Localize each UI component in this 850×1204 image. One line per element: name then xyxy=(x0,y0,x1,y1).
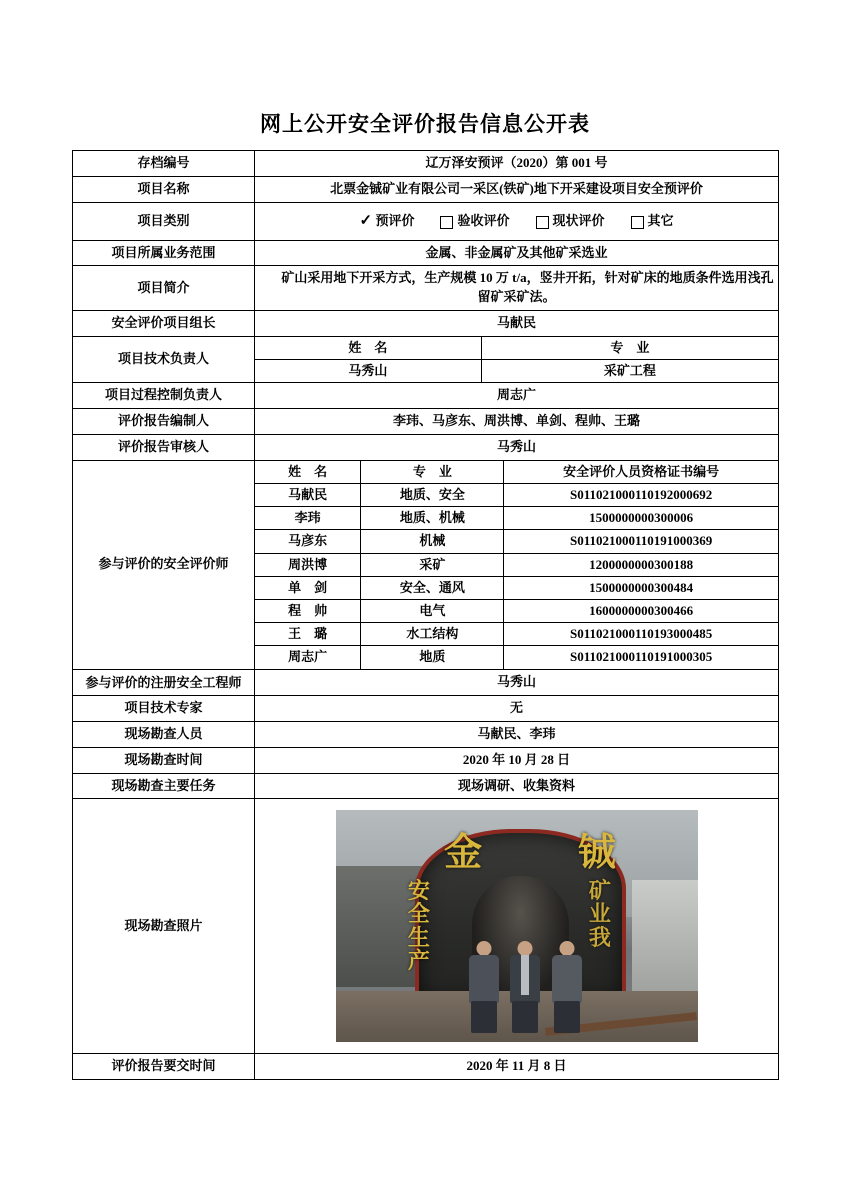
value-doc-no: 辽万泽安预评（2020）第 001 号 xyxy=(255,151,779,177)
table-row-business-scope xyxy=(73,240,779,266)
label-process-control: 项目过程控制负责人 xyxy=(73,383,255,409)
checkbox-current-status-assessment[interactable] xyxy=(536,212,605,231)
table-row-project-name xyxy=(73,176,779,202)
cell-assessor-cert: 1500000000300006 xyxy=(504,507,778,530)
person-head xyxy=(518,941,533,956)
cell-assessor-major: 地质、安全 xyxy=(361,484,504,507)
value-registered-engineer: 马秀山 xyxy=(255,669,779,696)
label-survey-staff: 现场勘查人员 xyxy=(73,721,255,747)
table-row-group-leader xyxy=(73,311,779,337)
person-head xyxy=(476,941,491,956)
photo-sign-char-1: 金 xyxy=(444,829,483,875)
table-row-survey-task xyxy=(73,773,779,799)
person-legs xyxy=(512,1001,538,1033)
label-project-name: 项目名称 xyxy=(73,176,255,202)
cell-assessor-major: 水工结构 xyxy=(361,623,504,646)
cell-assessor-name: 王 璐 xyxy=(255,623,361,646)
header-name: 姓 名 xyxy=(255,337,481,360)
table-row-registered-engineer xyxy=(73,669,779,696)
table-row-process-control xyxy=(73,383,779,409)
empty-checkbox-icon xyxy=(440,216,453,229)
table-row xyxy=(255,507,778,530)
table-row-survey-time xyxy=(73,747,779,773)
label-business-scope: 项目所属业务范围 xyxy=(73,240,255,266)
header-assessor-major: 专 业 xyxy=(361,461,504,484)
value-business-scope: 金属、非金属矿及其他矿采选业 xyxy=(255,240,779,266)
cell-assessor-cert: S011021000110192000692 xyxy=(504,484,778,507)
header-assessor-name: 姓 名 xyxy=(255,461,361,484)
value-submit-time: 2020 年 11 月 8 日 xyxy=(255,1054,779,1080)
label-intro: 项目简介 xyxy=(73,266,255,311)
person-legs xyxy=(554,1001,580,1033)
photo-building-right xyxy=(632,880,697,996)
value-survey-staff: 马献民、李玮 xyxy=(255,721,779,747)
label-assessors: 参与评价的安全评价师 xyxy=(73,460,255,669)
label-registered-engineer: 参与评价的注册安全工程师 xyxy=(73,669,255,696)
person-head xyxy=(560,941,575,956)
label-survey-photo: 现场勘查照片 xyxy=(73,799,255,1054)
cell-assessor-major: 机械 xyxy=(361,530,504,553)
table-row xyxy=(255,461,778,484)
label-report-writers: 评价报告编制人 xyxy=(73,409,255,435)
cell-assessor-cert: S011021000110193000485 xyxy=(504,623,778,646)
table-row xyxy=(255,337,778,360)
label-tech-lead: 项目技术负责人 xyxy=(73,336,255,382)
value-process-control: 周志广 xyxy=(255,383,779,409)
table-row xyxy=(255,646,778,669)
assessors-table xyxy=(255,461,778,669)
value-intro: 矿山采用地下开采方式，生产规模 10 万 t/a，竖井开拓，针对矿床的地质条件选用浅孔留矿采矿法。 xyxy=(255,266,779,311)
header-major: 专 业 xyxy=(481,337,778,360)
cell-name: 马秀山 xyxy=(255,360,481,383)
table-row xyxy=(255,530,778,553)
cell-assessor-cert: 1200000000300188 xyxy=(504,553,778,576)
checkbox-other[interactable] xyxy=(631,212,674,231)
label-survey-time: 现场勘查时间 xyxy=(73,747,255,773)
cell-assessor-name: 单 剑 xyxy=(255,576,361,599)
value-tech-lead xyxy=(255,336,779,382)
photo-person-left xyxy=(466,941,502,1033)
table-row xyxy=(255,360,778,383)
value-survey-time: 2020 年 10 月 28 日 xyxy=(255,747,779,773)
label-tech-expert: 项目技术专家 xyxy=(73,696,255,722)
cell-assessor-major: 安全、通风 xyxy=(361,576,504,599)
table-row-intro xyxy=(73,266,779,311)
table-row xyxy=(255,484,778,507)
cell-assessor-cert: S011021000110191000305 xyxy=(570,649,713,665)
empty-checkbox-icon xyxy=(536,216,549,229)
photo-person-middle xyxy=(507,941,543,1033)
cell-assessor-major: 地质、机械 xyxy=(361,507,504,530)
table-row-survey-staff xyxy=(73,721,779,747)
cell-assessor-cert: S011021000110191000369 xyxy=(504,530,778,553)
table-row xyxy=(255,623,778,646)
cell-assessor-major: 地质 xyxy=(361,646,504,669)
photo-sign-char-2: 铖 xyxy=(578,829,617,875)
table-row-doc-no xyxy=(73,151,779,177)
value-assessors xyxy=(255,460,779,669)
checkbox-acceptance-assessment[interactable] xyxy=(440,212,509,231)
table-row xyxy=(255,599,778,622)
cell-assessor-cert: 1600000000300466 xyxy=(504,599,778,622)
information-disclosure-table xyxy=(72,150,779,1080)
label-group-leader: 安全评价项目组长 xyxy=(73,311,255,337)
label-submit-time: 评价报告要交时间 xyxy=(73,1054,255,1080)
table-row-submit-time xyxy=(73,1054,779,1080)
value-report-reviewer: 马秀山 xyxy=(255,434,779,460)
empty-checkbox-icon xyxy=(631,216,644,229)
page-title: 网上公开安全评价报告信息公开表 xyxy=(260,112,590,136)
person-body xyxy=(552,955,582,1003)
person-body xyxy=(469,955,499,1003)
checkbox-label-acceptance-assessment: 验收评价 xyxy=(457,212,510,228)
project-type-checkbox-group xyxy=(259,212,774,231)
label-report-reviewer: 评价报告审核人 xyxy=(73,434,255,460)
photo-banner-right: 矿 业 我 xyxy=(588,877,611,951)
table-row xyxy=(255,576,778,599)
cell-assessor-name: 马彦东 xyxy=(255,530,361,553)
label-survey-task: 现场勘查主要任务 xyxy=(73,773,255,799)
value-survey-photo xyxy=(255,799,779,1054)
table-row-tech-expert xyxy=(73,696,779,722)
cell-assessor-name: 周洪博 xyxy=(255,553,361,576)
checkmark-icon: ✓ xyxy=(359,212,373,229)
cell-major: 采矿工程 xyxy=(603,363,656,379)
table-row-report-writers xyxy=(73,409,779,435)
checkbox-label-pre-assessment: 预评价 xyxy=(375,212,415,228)
cell-assessor-name: 马献民 xyxy=(255,484,361,507)
cell-assessor-name: 周志广 xyxy=(255,646,361,669)
checkbox-label-other: 其它 xyxy=(647,212,674,228)
cell-assessor-name: 李玮 xyxy=(255,507,361,530)
checkbox-pre-assessment[interactable] xyxy=(359,212,414,231)
tech-lead-table xyxy=(255,337,778,382)
value-survey-task: 现场调研、收集资料 xyxy=(255,773,779,799)
person-body xyxy=(510,955,540,1003)
cell-assessor-major: 采矿 xyxy=(361,553,504,576)
header-assessor-cert: 安全评价人员资格证书编号 xyxy=(504,461,778,484)
table-row-assessors xyxy=(73,460,779,669)
table-row xyxy=(255,553,778,576)
cell-assessor-major: 电气 xyxy=(361,599,504,622)
person-legs xyxy=(471,1001,497,1033)
value-project-type xyxy=(255,202,779,240)
cell-assessor-name: 程 帅 xyxy=(255,599,361,622)
table-row-report-reviewer xyxy=(73,434,779,460)
value-project-name: 北票金铖矿业有限公司一采区(铁矿)地下开采建设项目安全预评价 xyxy=(255,176,779,202)
survey-site-photo xyxy=(336,810,698,1042)
photo-banner-left: 安 全 生 产 xyxy=(407,877,430,974)
value-group-leader: 马献民 xyxy=(255,311,779,337)
cell-assessor-cert: 1500000000300484 xyxy=(504,576,778,599)
value-report-writers: 李玮、马彦东、周洪博、单剑、程帅、王璐 xyxy=(255,409,779,435)
label-project-type: 项目类别 xyxy=(73,202,255,240)
table-row-project-type xyxy=(73,202,779,240)
table-row-survey-photo xyxy=(73,799,779,1054)
label-doc-no: 存档编号 xyxy=(73,151,255,177)
photo-person-right xyxy=(549,941,585,1033)
table-row-tech-lead xyxy=(73,336,779,382)
value-tech-expert: 无 xyxy=(255,696,779,722)
checkbox-label-current-status-assessment: 现状评价 xyxy=(552,212,605,228)
